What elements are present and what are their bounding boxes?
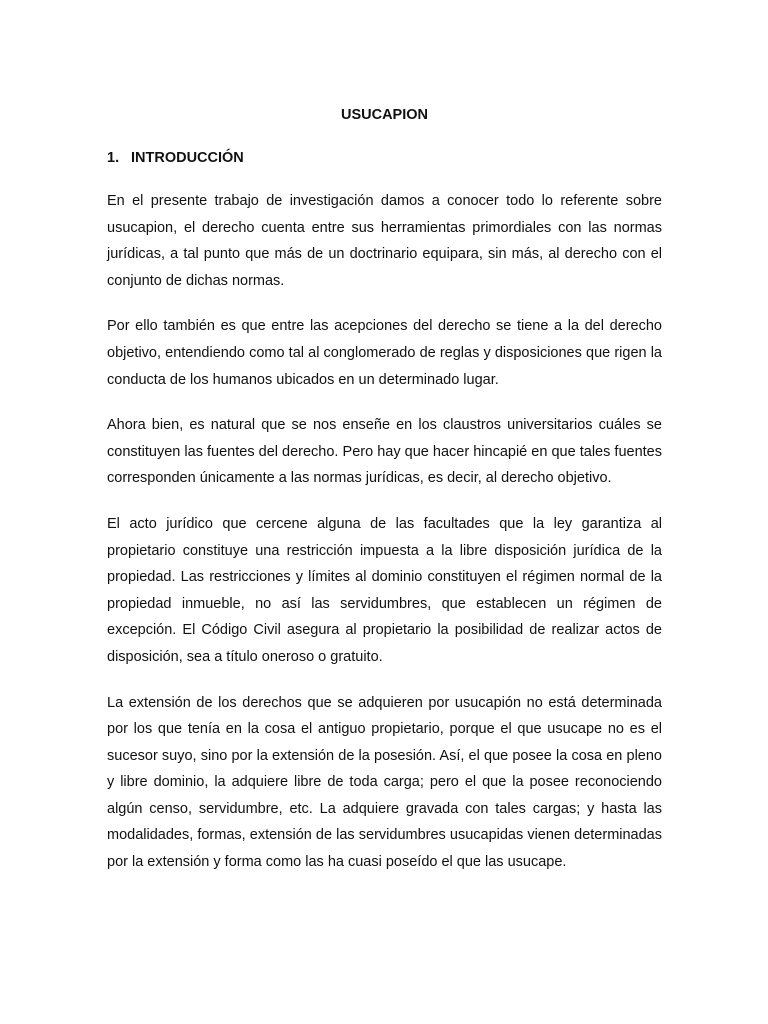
section-title: INTRODUCCIÓN — [131, 150, 244, 166]
paragraph-1: En el presente trabajo de investigación damos a conocer todo lo referente sobre usucapion, el derecho cuenta entre sus herramientas primordiales con las normas jurídicas, a tal punto que más de un doctrinario equipara, sin más, al derecho con el conjunto de dichas normas. — [107, 193, 662, 289]
paragraph-2: Por ello también es que entre las acepciones del derecho se tiene a la del derecho objetivo, entendiendo como tal al conglomerado de reglas y disposiciones que rigen la conducta de los humanos ubicados en un determinado lugar. — [107, 318, 662, 388]
paragraph-4: El acto jurídico que cercene alguna de las facultades que la ley garantiza al propietario constituye una restricción impuesta a la libre disposición jurídica de la propiedad. Las restricciones y límites al dominio constituyen el régimen normal de la propiedad inmueble, no así las servidumbres, que establecen un régimen de excepción. El Código Civil asegura al propietario la posibilidad de realizar actos de disposición, sea a título oneroso o gratuito. — [107, 515, 662, 665]
section-number: 1. — [107, 150, 120, 166]
paragraph-5: La extensión de los derechos que se adquieren por usucapión no está determinada por los que tenía en la cosa el antiguo propietario, porque el que usucape no es el sucesor suyo, sino por la extensión de la posesión. Así, el que posee la cosa en pleno y libre dominio, la adquiere libre de toda carga; pero el que la posee reconociendo algún censo, servidumbre, etc. La adquiere gravada con tales cargas; y hasta las modalidades, formas, extensión de las servidumbres usucapidas vienen determinadas por la extensión y forma como las ha cuasi poseído el que las usucape. — [107, 694, 662, 871]
document-title: USUCAPION — [340, 107, 428, 123]
section-heading — [107, 148, 244, 168]
document-body — [107, 188, 662, 895]
paragraph-3: Ahora bien, es natural que se nos enseñe en los claustros universitarios cuáles se constituyen las fuentes del derecho. Pero hay que hacer hincapié en que tales fuentes corresponden únicamente a las normas jurídicas, es decir, al derecho objetivo. — [107, 417, 662, 487]
